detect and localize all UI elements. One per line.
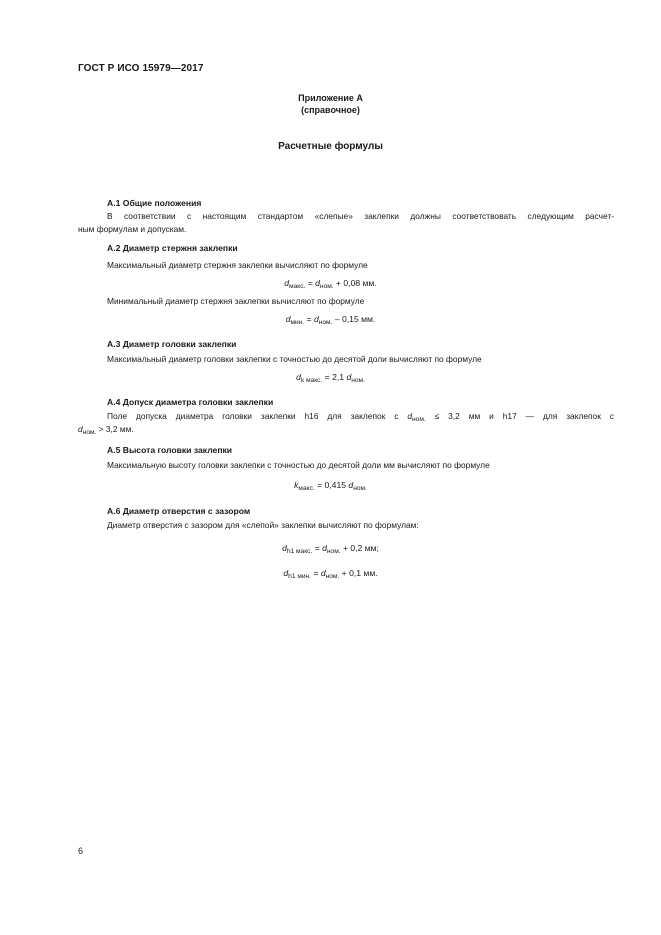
standard-header: ГОСТ Р ИСО 15979—2017	[78, 63, 204, 74]
formula-d-min: $d_{мин.} = d_{ном.} - 0,15$ мм.	[285, 314, 376, 326]
formula-k-max: $k_{макс.} = 0,415$ $d_{ном.}$	[294, 480, 367, 492]
formula-dk-max: $d_{k макс.} = 2,1$ $d_{ном.}$	[296, 372, 365, 384]
section-a2-text1: Максимальный диаметр стержня заклепки вычисляют по формуле	[107, 260, 368, 270]
annex-title: Приложение А	[298, 93, 363, 103]
section-a3-text1: Максимальный диаметр головки заклепки с точностью до десятой доли вычисляют по формуле	[107, 354, 482, 364]
section-a5-text1: Максимальную высоту головки заклепки с точностью до десятой доли мм вычисляют по формуле	[107, 460, 490, 470]
page-number: 6	[78, 846, 84, 856]
annex-type: (справочное)	[301, 105, 360, 115]
section-a1-paragraph	[78, 210, 614, 236]
annex-heading	[0, 92, 661, 116]
section-a4-paragraph	[78, 410, 614, 436]
section-a2-heading: А.2 Диаметр стержня заклепки	[107, 243, 238, 253]
formula-d-max: $d_{макс.} = d_{ном.} + 0,08$ мм.	[284, 278, 377, 290]
section-a6-heading: А.6 Диаметр отверстия с зазором	[107, 506, 251, 516]
formula-dh1-min: $d_{h1 мин.} = d_{ном.} + 0,1$ мм.	[283, 568, 378, 580]
section-a5-heading: А.5 Высота головки заклепки	[107, 445, 233, 455]
section-a4-line1: Поле допуска диаметра головки заклепки h16 для заклепок с $d_{ном.} \le 3,2$ мм и h17 — для заклепок с	[107, 411, 614, 423]
section-a2-text2: Минимальный диаметр стержня заклепки вычисляют по формуле	[107, 296, 365, 306]
section-a1-heading: А.1 Общие положения	[107, 198, 202, 208]
formula-dh1-max: $d_{h1 макс.} = d_{ном.} + 0,2$ мм;	[282, 543, 379, 555]
section-a4-line2: $d_{ном.} > 3,2$ мм.	[78, 424, 134, 436]
section-a1-line1: В соответствии с настоящим стандартом «слепые» заклепки должны соответствовать следующим расчет-	[107, 211, 614, 221]
section-a4-heading: А.4 Допуск диаметра головки заклепки	[107, 397, 274, 407]
section-a6-text1: Диаметр отверстия с зазором для «слепой» заклепки вычисляют по формулам:	[107, 520, 419, 530]
document-title: Расчетные формулы	[278, 141, 383, 152]
section-a3-heading: А.3 Диаметр головки заклепки	[107, 339, 237, 349]
section-a1-line2: ным формулам и допускам.	[78, 224, 187, 234]
